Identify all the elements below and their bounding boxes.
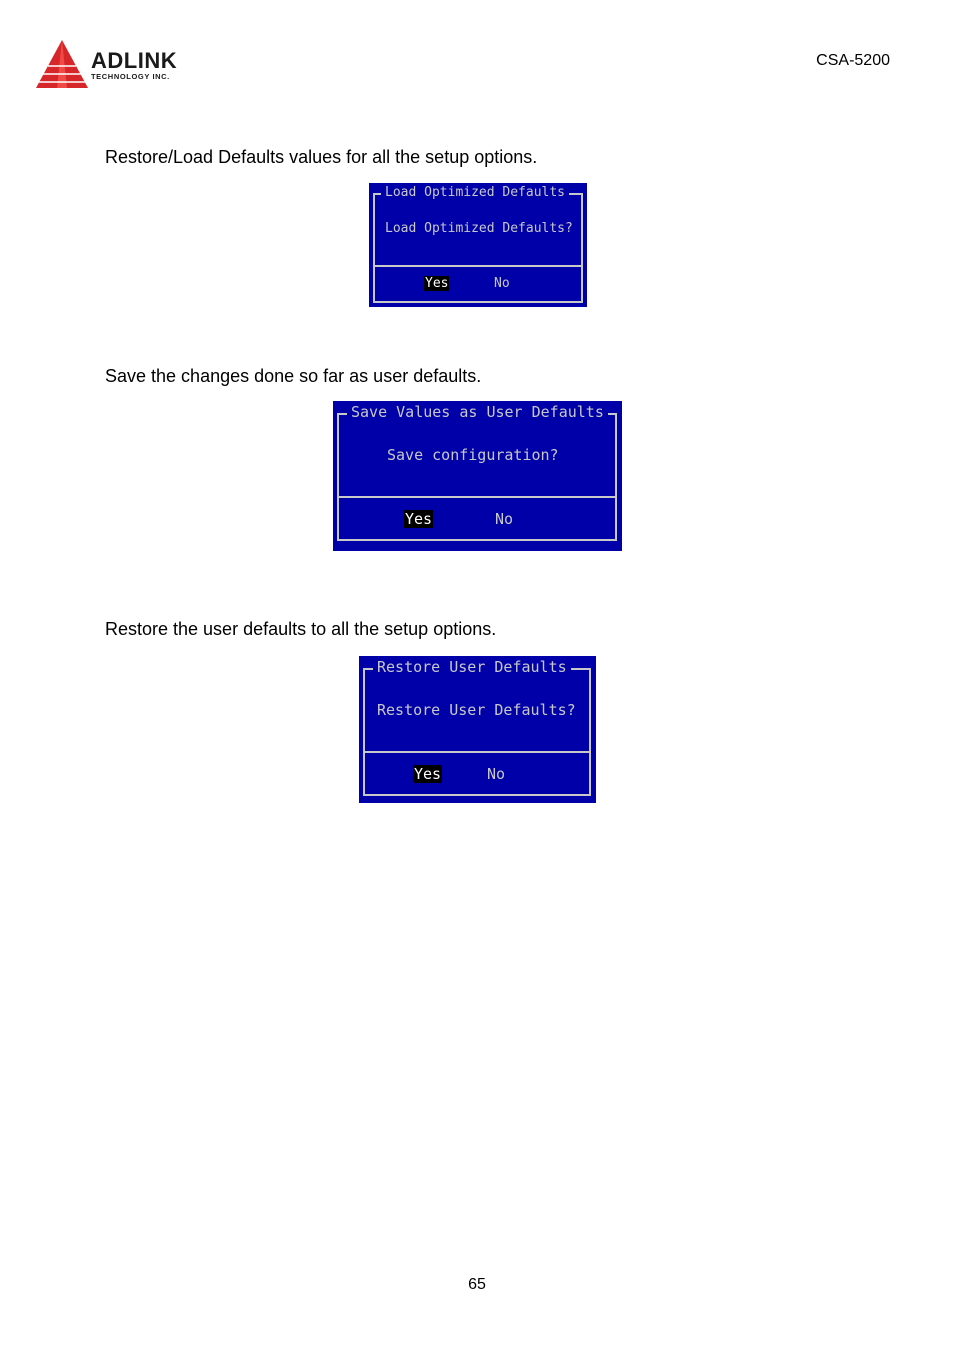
dialog-frame xyxy=(363,668,591,796)
adlink-logo xyxy=(34,38,204,92)
brand-name: ADLINK xyxy=(91,48,178,73)
no-option[interactable]: No xyxy=(494,276,510,291)
bios-dialog-save-user-defaults xyxy=(333,401,622,551)
page-number: 65 xyxy=(468,1276,486,1293)
dialog-separator xyxy=(363,751,591,753)
dialog-separator xyxy=(337,496,617,498)
dialog-message: Load Optimized Defaults? xyxy=(385,221,573,236)
section-description: Restore/Load Defaults values for all the setup options. xyxy=(105,147,538,167)
dialog-frame xyxy=(373,193,583,303)
dialog-title: Load Optimized Defaults xyxy=(381,185,569,200)
dialog-title: Save Values as User Defaults xyxy=(347,403,608,421)
yes-option[interactable]: Yes xyxy=(405,510,433,528)
adlink-triangle-icon xyxy=(34,38,90,92)
dialog-separator xyxy=(373,265,583,267)
no-option[interactable]: No xyxy=(487,765,506,783)
no-option[interactable]: No xyxy=(495,510,514,528)
section-description: Restore the user defaults to all the setup options. xyxy=(105,619,497,639)
brand-subtitle: TECHNOLOGY INC. xyxy=(91,72,170,81)
dialog-message: Restore User Defaults? xyxy=(377,701,576,719)
yes-option[interactable]: Yes xyxy=(414,765,442,783)
dialog-frame xyxy=(337,413,617,541)
model-number: CSA-5200 xyxy=(816,52,890,69)
dialog-message: Save configuration? xyxy=(387,446,559,464)
bios-dialog-restore-user-defaults xyxy=(359,656,596,803)
section-description: Save the changes done so far as user defaults. xyxy=(105,366,482,386)
yes-option[interactable]: Yes xyxy=(425,276,449,291)
dialog-title: Restore User Defaults xyxy=(373,658,571,676)
bios-dialog-load-optimized xyxy=(369,183,587,307)
